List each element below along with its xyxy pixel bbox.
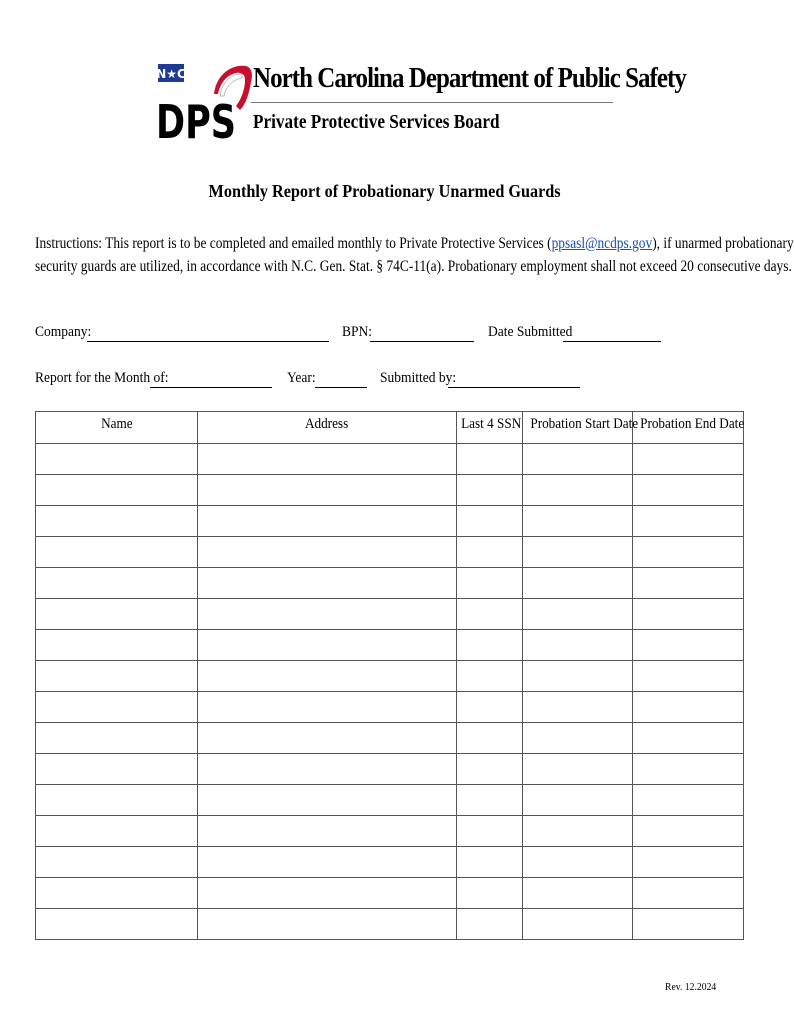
address-cell[interactable] [198, 692, 457, 723]
table-row [36, 506, 744, 537]
column-header-address: Address [198, 412, 457, 444]
organization-title: North Carolina Department of Public Safety [253, 62, 686, 94]
start-date-cell[interactable] [523, 909, 633, 940]
logo-dps-text: DPS [156, 95, 236, 149]
email-link[interactable]: ppsasl@ncdps.gov [551, 235, 653, 252]
name-cell[interactable] [36, 785, 198, 816]
name-cell[interactable] [36, 475, 198, 506]
table-row [36, 816, 744, 847]
company-field[interactable] [87, 341, 329, 342]
instructions [35, 232, 794, 278]
ssn-cell[interactable] [457, 847, 523, 878]
ssn-cell[interactable] [457, 630, 523, 661]
table-row [36, 630, 744, 661]
name-cell[interactable] [36, 568, 198, 599]
end-date-cell[interactable] [633, 599, 744, 630]
month-label: Report for the Month of: [35, 370, 169, 386]
address-cell[interactable] [198, 785, 457, 816]
table-row [36, 723, 744, 754]
address-cell[interactable] [198, 599, 457, 630]
month-field[interactable] [150, 387, 272, 388]
ssn-cell[interactable] [457, 723, 523, 754]
address-cell[interactable] [198, 444, 457, 475]
end-date-cell[interactable] [633, 630, 744, 661]
table-row [36, 537, 744, 568]
table-row [36, 599, 744, 630]
start-date-cell[interactable] [523, 444, 633, 475]
end-date-cell[interactable] [633, 475, 744, 506]
end-date-cell[interactable] [633, 878, 744, 909]
column-header-last4-ssn: Last 4 SSN [457, 412, 523, 444]
ssn-cell[interactable] [457, 754, 523, 785]
start-date-cell[interactable] [523, 661, 633, 692]
end-date-cell[interactable] [633, 506, 744, 537]
address-cell[interactable] [198, 506, 457, 537]
title-divider [251, 102, 613, 103]
end-date-cell[interactable] [633, 692, 744, 723]
instructions-line-1 [35, 232, 794, 255]
end-date-cell[interactable] [633, 909, 744, 940]
name-cell[interactable] [36, 506, 198, 537]
year-label: Year: [287, 370, 316, 386]
start-date-cell[interactable] [523, 785, 633, 816]
ssn-cell[interactable] [457, 878, 523, 909]
address-cell[interactable] [198, 661, 457, 692]
company-label: Company: [35, 324, 92, 340]
start-date-cell[interactable] [523, 816, 633, 847]
start-date-cell[interactable] [523, 723, 633, 754]
address-cell[interactable] [198, 754, 457, 785]
ssn-cell[interactable] [457, 568, 523, 599]
column-header-name: Name [36, 412, 198, 444]
name-cell[interactable] [36, 661, 198, 692]
start-date-cell[interactable] [523, 599, 633, 630]
guards-table [35, 411, 744, 940]
ssn-cell[interactable] [457, 444, 523, 475]
report-title-text: Monthly Report of Probationary Unarmed Guards [208, 181, 562, 201]
table-row [36, 661, 744, 692]
instructions-prefix: Instructions: This report is to be completed and emailed monthly to Private Protective Services ( [35, 235, 552, 252]
name-cell[interactable] [36, 537, 198, 568]
ssn-cell[interactable] [457, 909, 523, 940]
start-date-cell[interactable] [523, 692, 633, 723]
name-cell[interactable] [36, 847, 198, 878]
name-cell[interactable] [36, 630, 198, 661]
name-cell[interactable] [36, 723, 198, 754]
date-submitted-label: Date Submitted [488, 324, 573, 340]
ssn-cell[interactable] [457, 785, 523, 816]
address-cell[interactable] [198, 568, 457, 599]
start-date-cell[interactable] [523, 754, 633, 785]
address-cell[interactable] [198, 475, 457, 506]
end-date-cell[interactable] [633, 537, 744, 568]
table-row [36, 847, 744, 878]
submitted-by-label: Submitted by: [380, 370, 457, 386]
table-row [36, 754, 744, 785]
submitted-by-field[interactable] [448, 387, 580, 388]
name-cell[interactable] [36, 692, 198, 723]
table-row [36, 444, 744, 475]
name-cell[interactable] [36, 599, 198, 630]
name-cell[interactable] [36, 909, 198, 940]
address-cell[interactable] [198, 878, 457, 909]
table-row [36, 909, 744, 940]
logo-state-text: N★C [156, 67, 186, 81]
name-cell[interactable] [36, 754, 198, 785]
ssn-cell[interactable] [457, 506, 523, 537]
address-cell[interactable] [198, 816, 457, 847]
start-date-cell[interactable] [523, 475, 633, 506]
end-date-cell[interactable] [633, 568, 744, 599]
date-submitted-field[interactable] [563, 341, 661, 342]
name-cell[interactable] [36, 444, 198, 475]
end-date-cell[interactable] [633, 444, 744, 475]
ssn-cell[interactable] [457, 661, 523, 692]
end-date-cell[interactable] [633, 723, 744, 754]
year-field[interactable] [315, 387, 367, 388]
start-date-cell[interactable] [523, 847, 633, 878]
start-date-cell[interactable] [523, 506, 633, 537]
column-header-probation-start: Probation Start Date [523, 412, 633, 444]
ssn-cell[interactable] [457, 692, 523, 723]
table-row [36, 878, 744, 909]
instructions-line-2: security guards are utilized, in accordance with N.C. Gen. Stat. § 74C-11(a). Probationary employment shall not exceed 20 consecutive days. [35, 258, 792, 275]
start-date-cell[interactable] [523, 568, 633, 599]
end-date-cell[interactable] [633, 847, 744, 878]
revision-label: Rev. 12.2024 [665, 981, 717, 993]
end-date-cell[interactable] [633, 661, 744, 692]
start-date-cell[interactable] [523, 630, 633, 661]
ssn-cell[interactable] [457, 599, 523, 630]
ssn-cell[interactable] [457, 537, 523, 568]
start-date-cell[interactable] [523, 878, 633, 909]
table-header-row [36, 412, 744, 444]
report-title [0, 181, 770, 202]
start-date-cell[interactable] [523, 537, 633, 568]
instructions-suffix: ), if unarmed probationary [652, 235, 794, 252]
end-date-cell[interactable] [633, 785, 744, 816]
address-cell[interactable] [198, 909, 457, 940]
ncdps-logo [156, 60, 256, 149]
board-subtitle: Private Protective Services Board [253, 111, 500, 133]
ssn-cell[interactable] [457, 475, 523, 506]
table-row [36, 568, 744, 599]
ssn-cell[interactable] [457, 816, 523, 847]
address-cell[interactable] [198, 723, 457, 754]
table-row [36, 785, 744, 816]
bpn-label: BPN: [342, 324, 373, 340]
name-cell[interactable] [36, 878, 198, 909]
table-row [36, 475, 744, 506]
address-cell[interactable] [198, 847, 457, 878]
name-cell[interactable] [36, 816, 198, 847]
column-header-probation-end: Probation End Date [633, 412, 744, 444]
table-row [36, 692, 744, 723]
address-cell[interactable] [198, 630, 457, 661]
end-date-cell[interactable] [633, 816, 744, 847]
bpn-field[interactable] [370, 341, 474, 342]
address-cell[interactable] [198, 537, 457, 568]
end-date-cell[interactable] [633, 754, 744, 785]
